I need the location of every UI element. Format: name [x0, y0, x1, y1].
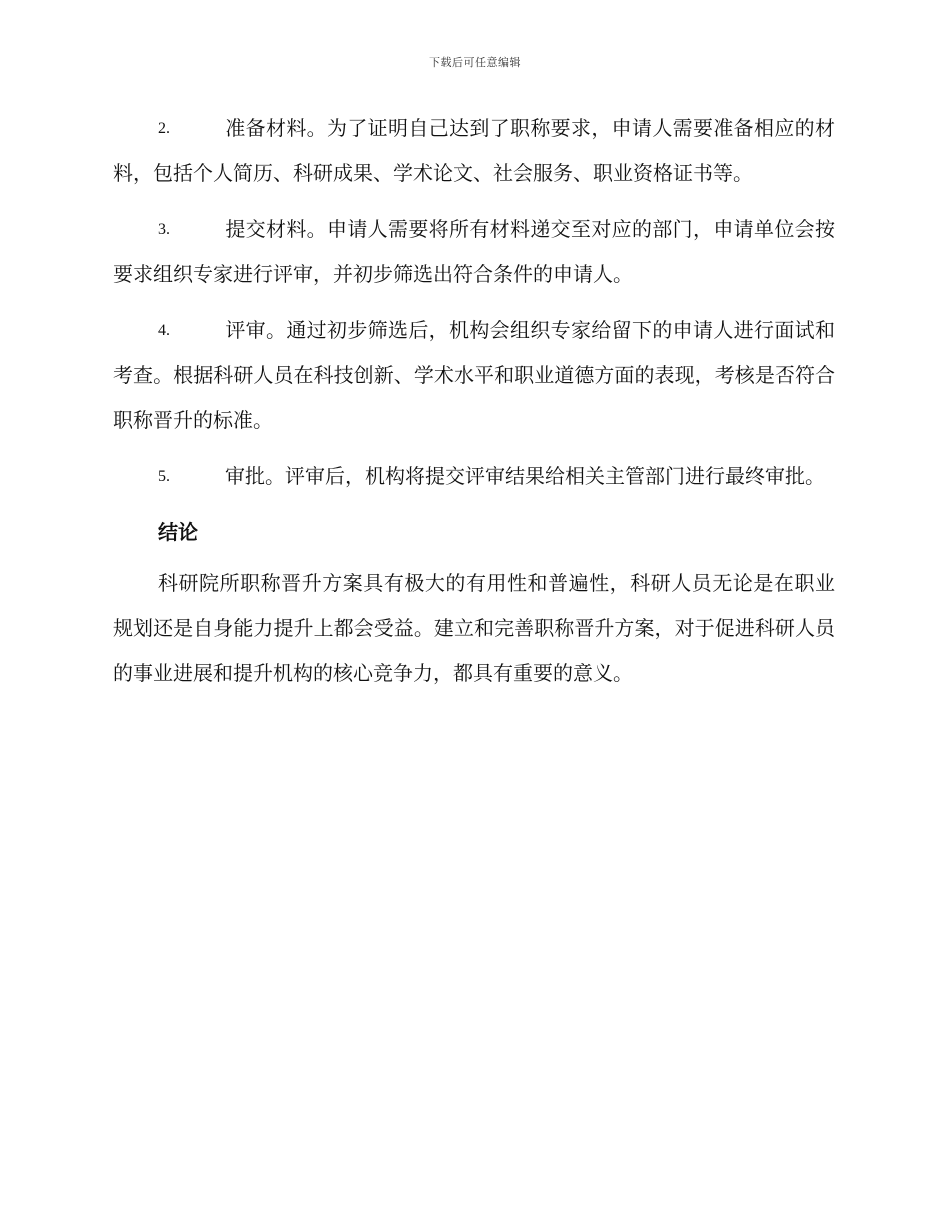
list-item-number: 2. [158, 120, 170, 137]
list-item-text: 评审。通过初步筛选后，机构会组织专家给留下的申请人进行面试和考查。根据科研人员在科技创新、学术水平和职业道德方面的表现，考核是否符合职称晋升的标准。 [113, 318, 835, 432]
list-item [113, 454, 835, 499]
list-item-text: 准备材料。为了证明自己达到了职称要求，申请人需要准备相应的材料，包括个人简历、科研成果、学术论文、社会服务、职业资格证书等。 [113, 116, 835, 185]
list-item [113, 207, 835, 297]
page-header: 下载后可任意编辑 [429, 56, 521, 69]
list-item-number: 4. [158, 322, 170, 339]
conclusion-paragraph: 科研院所职称晋升方案具有极大的有用性和普遍性，科研人员无论是在职业规划还是自身能力提升上都会受益。建立和完善职称晋升方案，对于促进科研人员的事业进展和提升机构的核心竞争力，都具有重要的意义。 [113, 571, 835, 685]
list-item-number: 3. [158, 221, 170, 238]
section-heading-conclusion: 结论 [158, 520, 198, 544]
list-item [113, 106, 835, 196]
list-item-text: 审批。评审后，机构将提交评审结果给相关主管部门进行最终审批。 [225, 464, 825, 488]
document-body [113, 106, 835, 696]
list-item [113, 308, 835, 443]
list-item-text: 提交材料。申请人需要将所有材料递交至对应的部门，申请单位会按要求组织专家进行评审，并初步筛选出符合条件的申请人。 [113, 217, 835, 286]
list-item-number: 5. [158, 468, 170, 485]
